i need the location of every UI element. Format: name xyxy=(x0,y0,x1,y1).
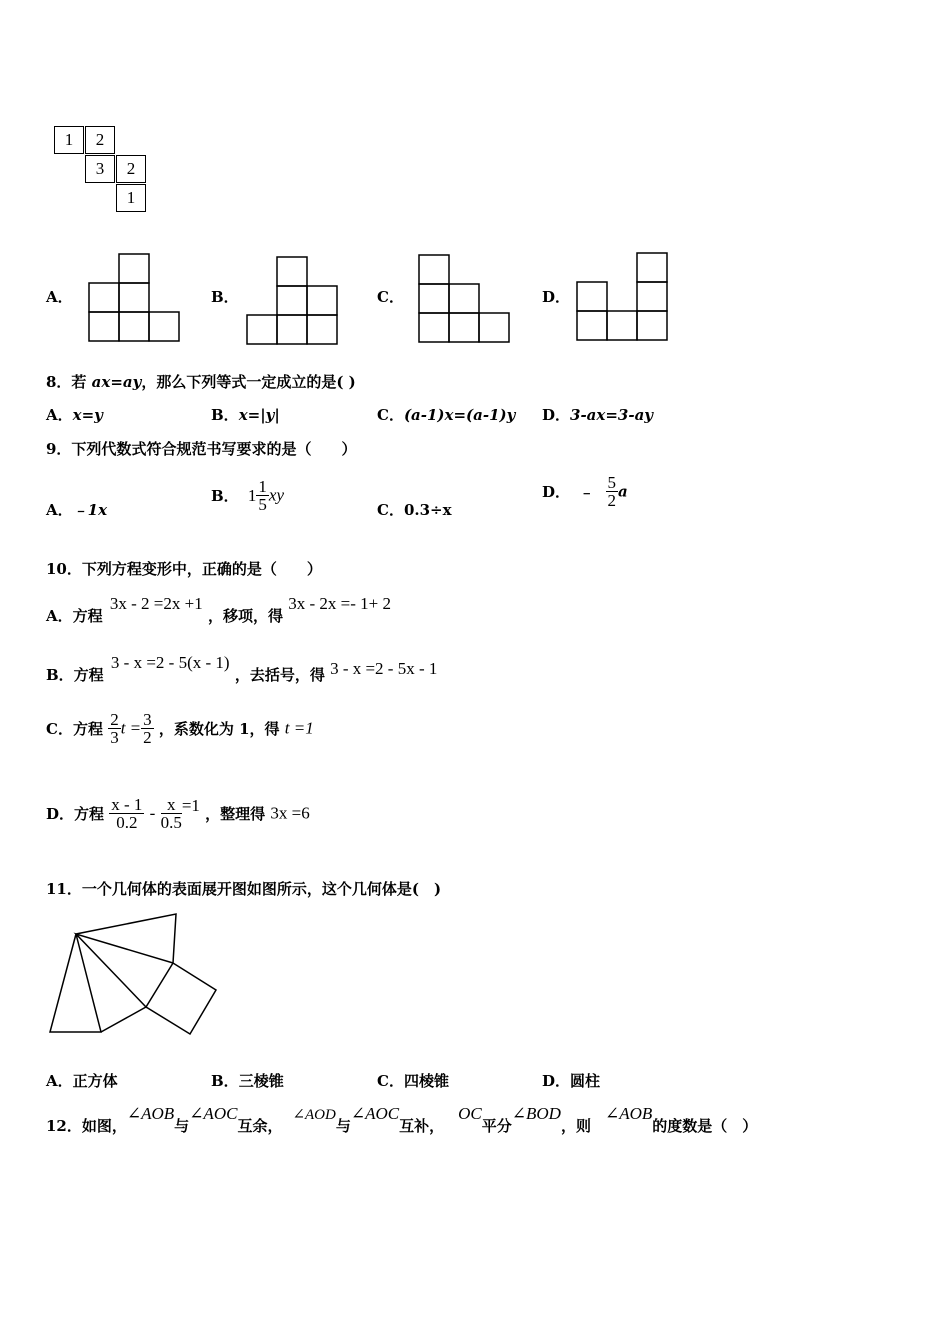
q11-option-b[interactable]: B．三棱锥 xyxy=(211,1072,284,1090)
q9-option-b[interactable]: B． 1 $\frac{1}{5}$ xy xyxy=(211,477,285,514)
q12-stem: 12．如图，∠AOB与∠AOC互余，∠AOD与∠AOC互补，OC平分∠BOD，则∠AOB的度数是（ ） xyxy=(46,1104,758,1135)
q8-option-d[interactable]: D．3-ax=3-ay xyxy=(542,406,654,424)
grid-cell: 2 xyxy=(85,126,115,154)
q9-option-a[interactable]: A．﹣1x xyxy=(46,501,108,519)
q8-option-b[interactable]: B．x=|y| xyxy=(211,406,280,424)
q9-option-d[interactable]: D． ﹣ $\frac{5}{2}$ a xyxy=(542,473,628,510)
q10-option-a[interactable]: A．方程 3x - 2 =2x +1 ，移项，得 3x - 2x =- 1+ 2 xyxy=(46,594,391,625)
q9-stem: 9．下列代数式符合规范书写要求的是（ ） xyxy=(46,440,357,458)
q10-option-d[interactable]: D．方程 $\frac{x - 1}{0.2}$ - $\frac{x}{0.5}$ =1 ，整理得 3x =6 xyxy=(46,795,310,832)
grid-cell: 2 xyxy=(116,155,146,183)
q7-option-c-figure xyxy=(418,254,512,344)
q11-option-a[interactable]: A．正方体 xyxy=(46,1072,118,1090)
q10-option-b[interactable]: B．方程 3 - x =2 - 5(x - 1) ，去括号，得 3 - x =2 - 5x - 1 xyxy=(46,653,438,684)
q9-option-c[interactable]: C．0.3÷x xyxy=(377,501,452,519)
q7-option-a-label[interactable]: A． xyxy=(46,288,73,306)
grid-cell: 3 xyxy=(85,155,115,183)
q7-option-a-figure xyxy=(88,253,182,343)
q10-option-c[interactable]: C．方程 $\frac{2}{3}$ t = $\frac{3}{2}$ ，系数化为 1，得 t =1 xyxy=(46,710,314,747)
q7-option-d-figure xyxy=(576,252,670,342)
q7-option-b-figure xyxy=(246,256,340,346)
q8-option-a[interactable]: A．x=y xyxy=(46,406,103,424)
grid-cell: 1 xyxy=(116,184,146,212)
q7-option-b-label[interactable]: B． xyxy=(211,288,239,306)
top-view-grid xyxy=(54,126,150,216)
q8-option-c[interactable]: C．(a-1)x=(a-1)y xyxy=(377,406,516,424)
q7-option-d-label[interactable]: D． xyxy=(542,288,571,306)
q11-stem: 11．一个几何体的表面展开图如图所示，这个几何体是( ) xyxy=(46,880,442,898)
q11-option-d[interactable]: D．圆柱 xyxy=(542,1072,601,1090)
grid-cell: 1 xyxy=(54,126,84,154)
q11-option-c[interactable]: C．四棱锥 xyxy=(377,1072,449,1090)
q7-option-c-label[interactable]: C． xyxy=(377,288,404,306)
q8-stem: 8．若 ax=ay，那么下列等式一定成立的是( ) xyxy=(46,373,356,391)
q10-stem: 10．下列方程变形中，正确的是（ ） xyxy=(46,560,322,578)
pyramid-net-figure xyxy=(48,910,223,1038)
